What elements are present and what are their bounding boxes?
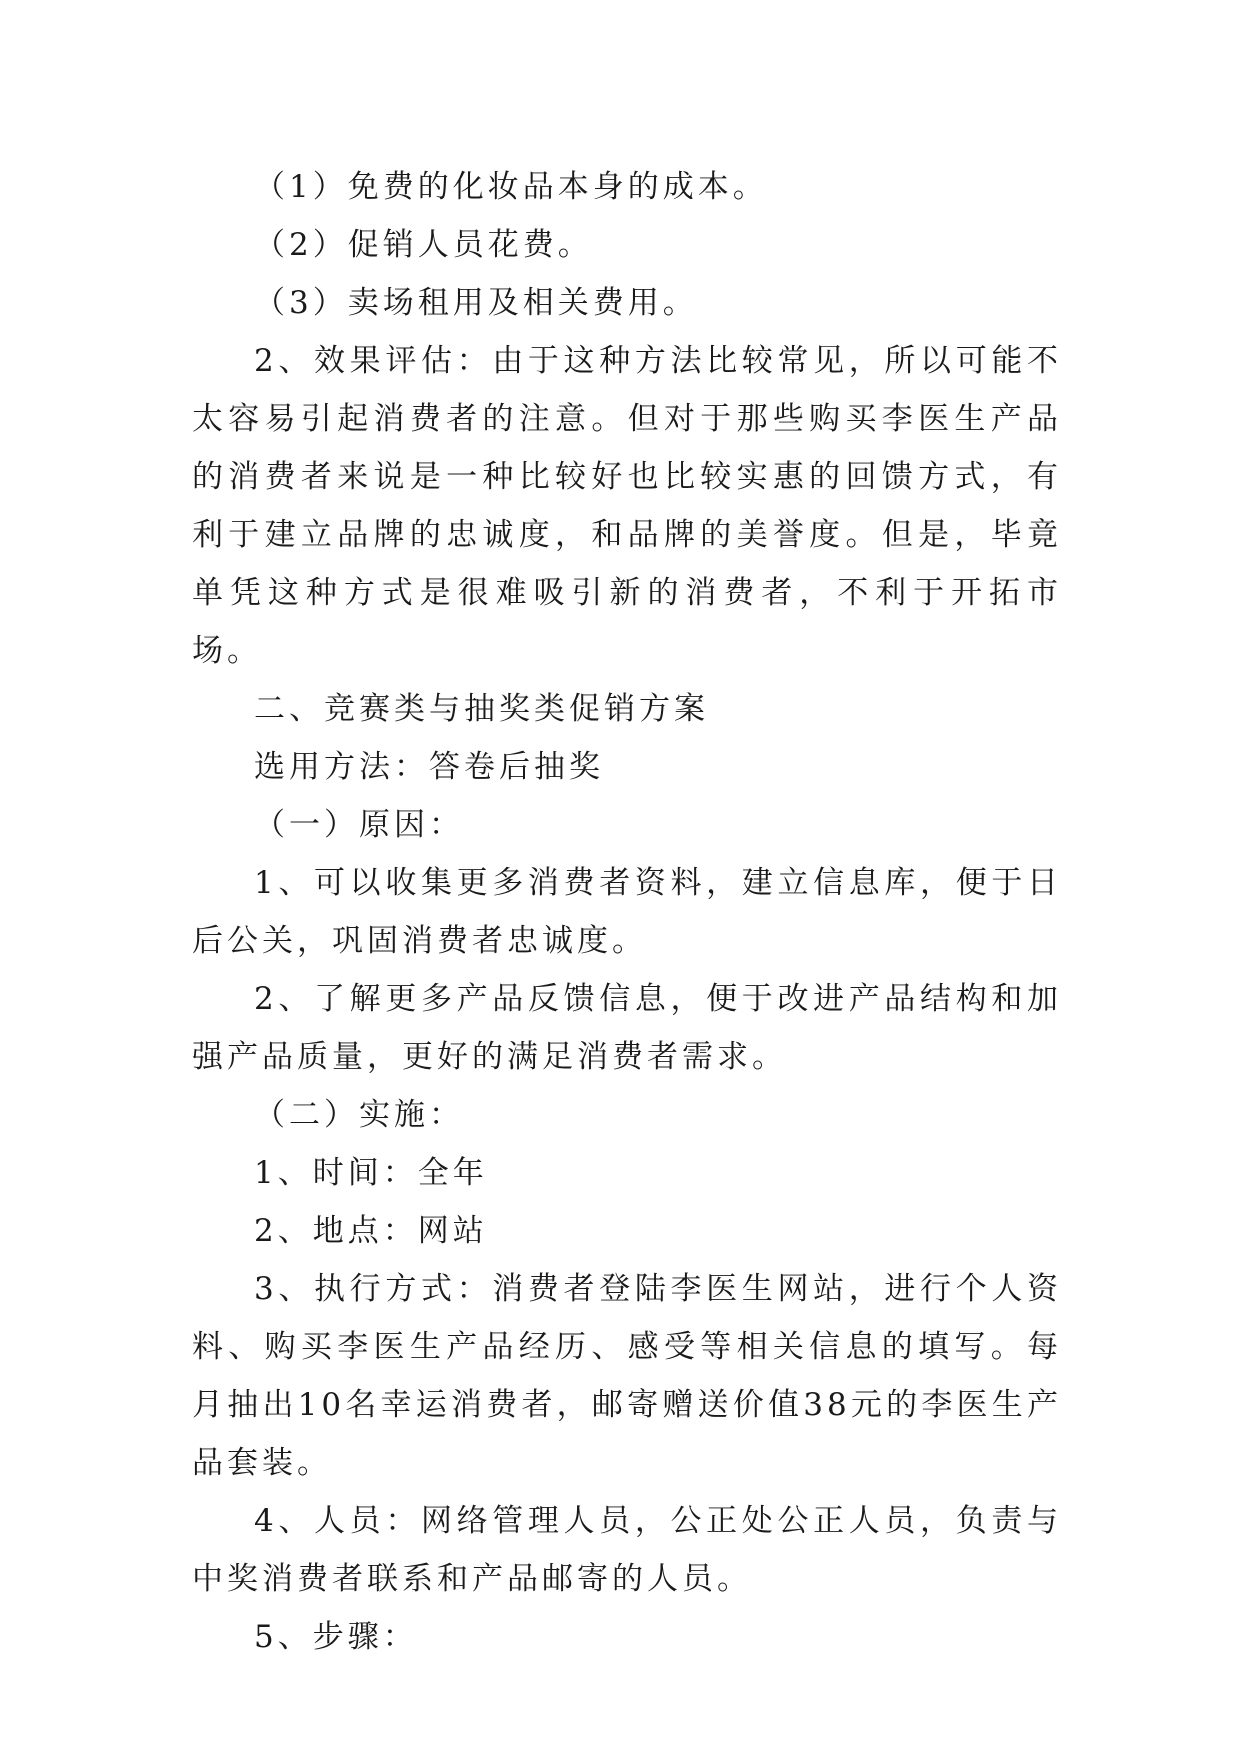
paragraph-selected-method: 选用方法：答卷后抽奖	[254, 749, 604, 785]
subheading-implementation: （二）实施：	[254, 1097, 464, 1133]
paragraph-location: 2、地点：网站	[254, 1213, 488, 1249]
paragraph-cost-item-2: （2）促销人员花费。	[254, 227, 593, 263]
paragraph-execution-method: 3、执行方式：消费者登陆李医生网站，进行个人资料、购买李医生产品经历、感受等相关信息的填写。每月抽出10名幸运消费者，邮寄赠送价值38元的李医生产品套装。	[192, 1271, 1062, 1481]
paragraph-cost-item-1: （1）免费的化妆品本身的成本。	[254, 169, 768, 205]
paragraph-steps: 5、步骤：	[254, 1619, 418, 1655]
paragraph-reason-1: 1、可以收集更多消费者资料，建立信息库，便于日后公关，巩固消费者忠诚度。	[192, 865, 1062, 959]
paragraph-effect-evaluation: 2、效果评估：由于这种方法比较常见，所以可能不太容易引起消费者的注意。但对于那些购买李医生产品的消费者来说是一种比较好也比较实惠的回馈方式，有利于建立品牌的忠诚度，和品牌的美誉度。但是，毕竟单凭这种方式是很难吸引新的消费者，不利于开拓市场。	[192, 343, 1062, 669]
paragraph-personnel: 4、人员：网络管理人员，公正处公正人员，负责与中奖消费者联系和产品邮寄的人员。	[192, 1503, 1062, 1597]
document-body	[192, 158, 1062, 1666]
subheading-reasons: （一）原因：	[254, 807, 464, 843]
paragraph-reason-2: 2、了解更多产品反馈信息，便于改进产品结构和加强产品质量，更好的满足消费者需求。	[192, 981, 1062, 1075]
paragraph-cost-item-3: （3）卖场租用及相关费用。	[254, 285, 698, 321]
section-heading-contest-lottery: 二、竞赛类与抽奖类促销方案	[254, 691, 709, 727]
paragraph-time: 1、时间：全年	[254, 1155, 488, 1191]
